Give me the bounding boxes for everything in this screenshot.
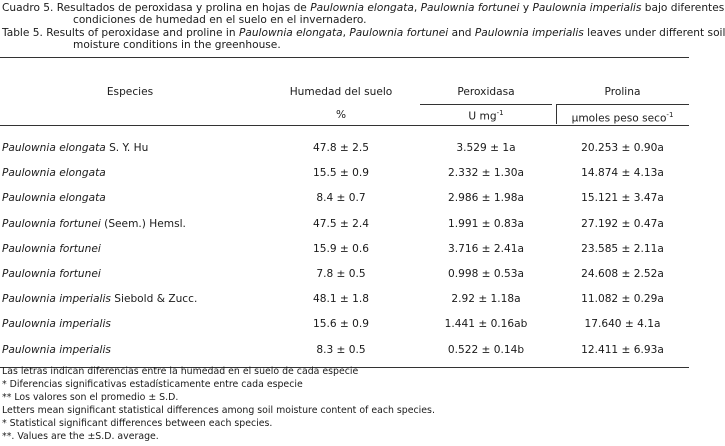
header-humidity: Humedad del suelo <box>289 86 393 98</box>
humidity-cell: 15.5 ± 0.9 <box>312 167 370 179</box>
footnote-3: ** Los valores son el promedio ± S.D. <box>2 392 179 403</box>
species-name: Paulownia elongata <box>2 142 106 154</box>
proline-cell: 17.640 ± 4.1a <box>584 318 661 330</box>
peroxidase-cell: 0.998 ± 0.53a <box>447 268 525 280</box>
humidity-cell: 15.9 ± 0.6 <box>312 243 370 255</box>
species-cell <box>2 243 101 255</box>
peroxidase-cell: 1.441 ± 0.16ab <box>444 318 528 330</box>
proline-cell: 23.585 ± 2.11a <box>581 243 664 255</box>
species-authority: (Seem.) Hemsl. <box>100 218 186 230</box>
caption-spanish-line2: condiciones de humedad en el suelo en el invernadero. <box>73 14 367 26</box>
species-name: Paulownia imperialis <box>2 344 111 356</box>
caption-spanish-line1: Cuadro 5. Resultados de peroxidasa y prolina en hojas de Paulownia elongata, Paulownia fortunei y Paulownia imperialis bajo diferentes <box>2 2 725 14</box>
species-cell <box>2 268 101 280</box>
humidity-cell: 15.6 ± 0.9 <box>312 318 370 330</box>
header-proline-unit: μmoles peso seco$^{-1}$ <box>571 111 674 125</box>
header-box-line <box>556 104 689 105</box>
species-cell <box>2 218 186 230</box>
peroxidase-cell: 3.529 ± 1a <box>456 142 516 154</box>
species-name: Paulownia fortunei <box>2 268 101 280</box>
humidity-cell: 8.4 ± 0.7 <box>316 192 366 204</box>
caption-english-line2: moisture conditions in the greenhouse. <box>73 39 281 51</box>
peroxidase-cell: 0.522 ± 0.14b <box>447 344 525 356</box>
humidity-cell: 48.1 ± 1.8 <box>312 293 370 305</box>
peroxidase-cell: 2.92 ± 1.18a <box>451 293 521 305</box>
species-cell <box>2 318 111 330</box>
peroxidase-cell: 3.716 ± 2.41a <box>447 243 525 255</box>
table-header-rule <box>0 125 689 126</box>
species-name: Paulownia elongata <box>2 167 106 179</box>
header-species: Especies <box>106 86 154 98</box>
peroxidase-cell: 2.332 ± 1.30a <box>447 167 525 179</box>
header-box-divider <box>556 104 557 124</box>
header-proline: Prolina <box>604 86 641 98</box>
footnote-2: * Diferencias significativas estadísticamente entre cada especie <box>2 379 303 390</box>
table-top-rule <box>0 57 689 58</box>
humidity-cell: 47.5 ± 2.4 <box>312 218 370 230</box>
species-cell <box>2 293 197 305</box>
species-cell <box>2 344 111 356</box>
proline-cell: 11.082 ± 0.29a <box>581 293 664 305</box>
proline-cell: 15.121 ± 3.47a <box>581 192 664 204</box>
header-peroxidase: Peroxidasa <box>457 86 515 98</box>
peroxidase-cell: 1.991 ± 0.83a <box>447 218 525 230</box>
peroxidase-cell: 2.986 ± 1.98a <box>447 192 525 204</box>
species-authority: S. Y. Hu <box>105 142 149 154</box>
header-box-line <box>420 104 552 105</box>
footnote-5: * Statistical significant differences between each species. <box>2 418 273 429</box>
species-name: Paulownia fortunei <box>2 218 101 230</box>
proline-cell: 27.192 ± 0.47a <box>581 218 664 230</box>
species-name: Paulownia elongata <box>2 192 106 204</box>
proline-cell: 12.411 ± 6.93a <box>581 344 664 356</box>
caption-english-line1: Table 5. Results of peroxidase and proline in Paulownia elongata, Paulownia fortunei and Paulownia imperialis leaves under different soil <box>2 27 725 39</box>
species-cell <box>2 192 106 204</box>
species-cell <box>2 142 148 154</box>
footnote-4: Letters mean significant statistical differences among soil moisture content of each species. <box>2 405 435 416</box>
humidity-cell: 8.3 ± 0.5 <box>316 344 366 356</box>
humidity-cell: 47.8 ± 2.5 <box>312 142 370 154</box>
header-peroxidase-unit: U $mg^{-1}$ <box>468 109 504 123</box>
species-name: Paulownia fortunei <box>2 243 101 255</box>
proline-cell: 24.608 ± 2.52a <box>581 268 664 280</box>
proline-cell: 14.874 ± 4.13a <box>581 167 664 179</box>
proline-cell: 20.253 ± 0.90a <box>581 142 664 154</box>
footnote-1: Las letras indican diferencias entre la humedad en el suelo de cada especie <box>2 366 359 377</box>
header-humidity-unit: % <box>335 109 347 121</box>
species-name: Paulownia imperialis <box>2 293 111 305</box>
footnote-6: **. Values are the ±S.D. average. <box>2 431 159 442</box>
species-cell <box>2 167 106 179</box>
humidity-cell: 7.8 ± 0.5 <box>316 268 366 280</box>
species-name: Paulownia imperialis <box>2 318 111 330</box>
species-authority: Siebold & Zucc. <box>110 293 198 305</box>
